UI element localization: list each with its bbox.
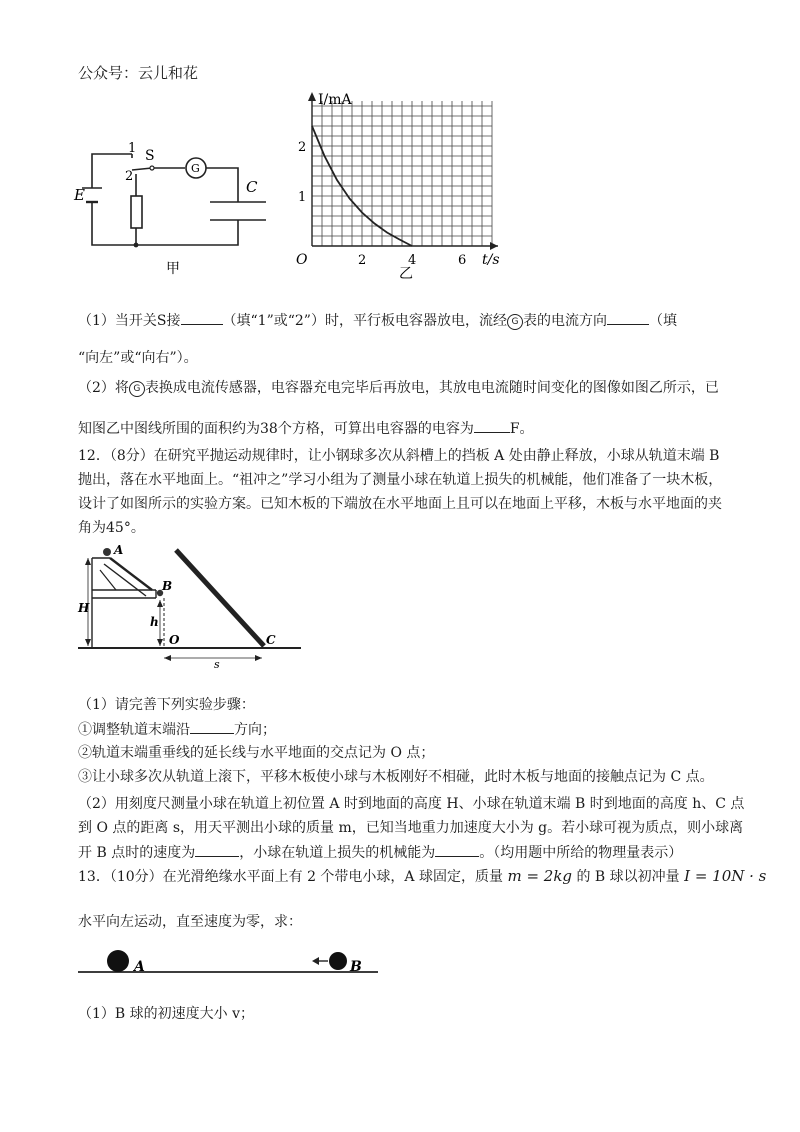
q12-line4: 角为45°。 [78,520,145,536]
q12-part2-line3 [78,842,682,863]
answer-blank [190,719,234,734]
label-c: C [266,633,276,647]
q11-p1-text-a: （1）当开关S接 [78,313,181,329]
q11-p1-text-c: 表的电流方向 [522,313,607,329]
figure-q13-balls [76,945,381,981]
x-tick-label: 6 [458,253,467,268]
q12-step3: ③让小球多次从轨道上滚下，平移木板使小球与木板刚好不相碰，此时木板与地面的接触点记为 C 点。 [78,769,714,785]
answer-blank [607,310,649,325]
x-tick-label: 2 [358,253,367,268]
label-h-small: h [150,615,159,629]
q12-step1-text-a: ①调整轨道末端沿 [78,722,190,738]
galvanometer-icon: G [507,314,523,330]
figure-yi-chart [288,88,520,284]
label-s: s [214,658,220,668]
label-e: E [74,186,85,204]
q11-p1-text-b: （填“1”或“2”）时，平行板电容器放电，流经 [222,313,507,329]
q12-step2: ②轨道末端重垂线的延长线与水平地面的交点记为 O 点； [78,745,435,761]
label-ball-a: A [134,959,145,975]
q12-line2: 抛出，落在水平地面上。“祖冲之”学习小组为了测量小球在轨道上损失的机械能，他们准备了一块木板， [78,472,723,488]
q11-p1-text-d: （填 [648,313,677,329]
q13-mass-formula: m = 2kg [507,867,573,885]
q12-step-heading: （1）请完善下列实验步骤： [78,697,255,713]
label-c: C [246,178,258,196]
caption-yi: 乙 [399,266,413,282]
page-header: 公众号：云儿和花 [78,64,199,82]
answer-blank [474,418,510,433]
y-axis-label: I/mA [318,92,352,108]
q11-p2-text-a: （2）将 [78,380,129,396]
q12-p2-text-a: 开 B 点时的速度为 [78,845,196,861]
answer-blank [195,842,239,857]
caption-jia: 甲 [166,261,180,277]
figure-q12-apparatus [76,540,306,668]
q11-p2-text-c: 知图乙中图线所围的面积约为38个方格，可算出电容器的电容为 [78,421,474,437]
q13-text-a: 13．（10分）在光滑绝缘水平面上有 2 个带电小球，A 球固定，质量 [78,869,503,885]
label-a: A [114,543,124,557]
q13-impulse-formula: I = 10N · s [684,867,767,885]
q12-step1 [78,719,276,740]
answer-blank [435,842,479,857]
q12-p2-text-b: ，小球在轨道上损失的机械能为 [239,845,436,861]
label-ball-b: B [350,959,362,975]
q11-part2-line1 [78,378,719,398]
label-g: G [191,162,200,175]
q12-part2-line2: 到 O 点的距离 s，用天平测出小球的质量 m，已知当地重力加速度大小为 g。若小球可视为质点，则小球离 [78,820,744,836]
q12-line3: 设计了如图所示的实验方案。已知木板的下端放在水平地面上且可以在地面上平移，木板与水平地面的夹 [78,496,722,512]
q12-p2-text-c: 。（均用题中所给的物理量表示） [479,845,683,861]
label-o: O [169,633,180,647]
answer-blank [181,310,223,325]
figure-jia-circuit [70,130,285,280]
label-h-big: H [78,601,90,615]
q12-part2-line1: （2）用刻度尺测量小球在轨道上初位置 A 时到地面的高度 H、小球在轨道末端 B 时到地面的高度 h、C 点 [78,796,745,812]
chart-grid [312,101,492,246]
label-s: S [145,148,155,164]
y-tick-label: 1 [298,190,307,205]
x-axis-label: t/s [482,252,500,268]
q11-part1-line1 [78,310,677,331]
galvanometer-icon: G [129,381,145,397]
label-b: B [162,579,173,593]
q11-p2-text-b: 表换成电流传感器，电容器充电完毕后再放电，其放电电流随时间变化的图像如图乙所示，已 [144,380,719,396]
label-switch-1: 1 [128,141,137,156]
q11-p2-text-d: F。 [509,421,534,437]
q11-part1-line2: “向左”或“向右”）。 [78,350,198,366]
q12-line1: 12．（8分）在研究平抛运动规律时，让小钢球多次从斜槽上的挡板 A 处由静止释放，小球从轨道末端 B [78,448,720,464]
origin-label: O [296,252,308,268]
label-switch-2: 2 [125,169,134,184]
q13-part1: （1）B 球的初速度大小 v； [78,1006,255,1022]
x-tick-label: 4 [408,253,417,268]
q12-step1-text-b: 方向； [234,722,276,738]
q11-part2-line2 [78,418,534,439]
q13-line2: 水平向左运动，直至速度为零，求： [78,914,302,930]
q13-line1 [78,866,766,887]
q13-text-b: 的 B 球以初冲量 [576,869,680,885]
y-tick-label: 2 [298,140,307,155]
